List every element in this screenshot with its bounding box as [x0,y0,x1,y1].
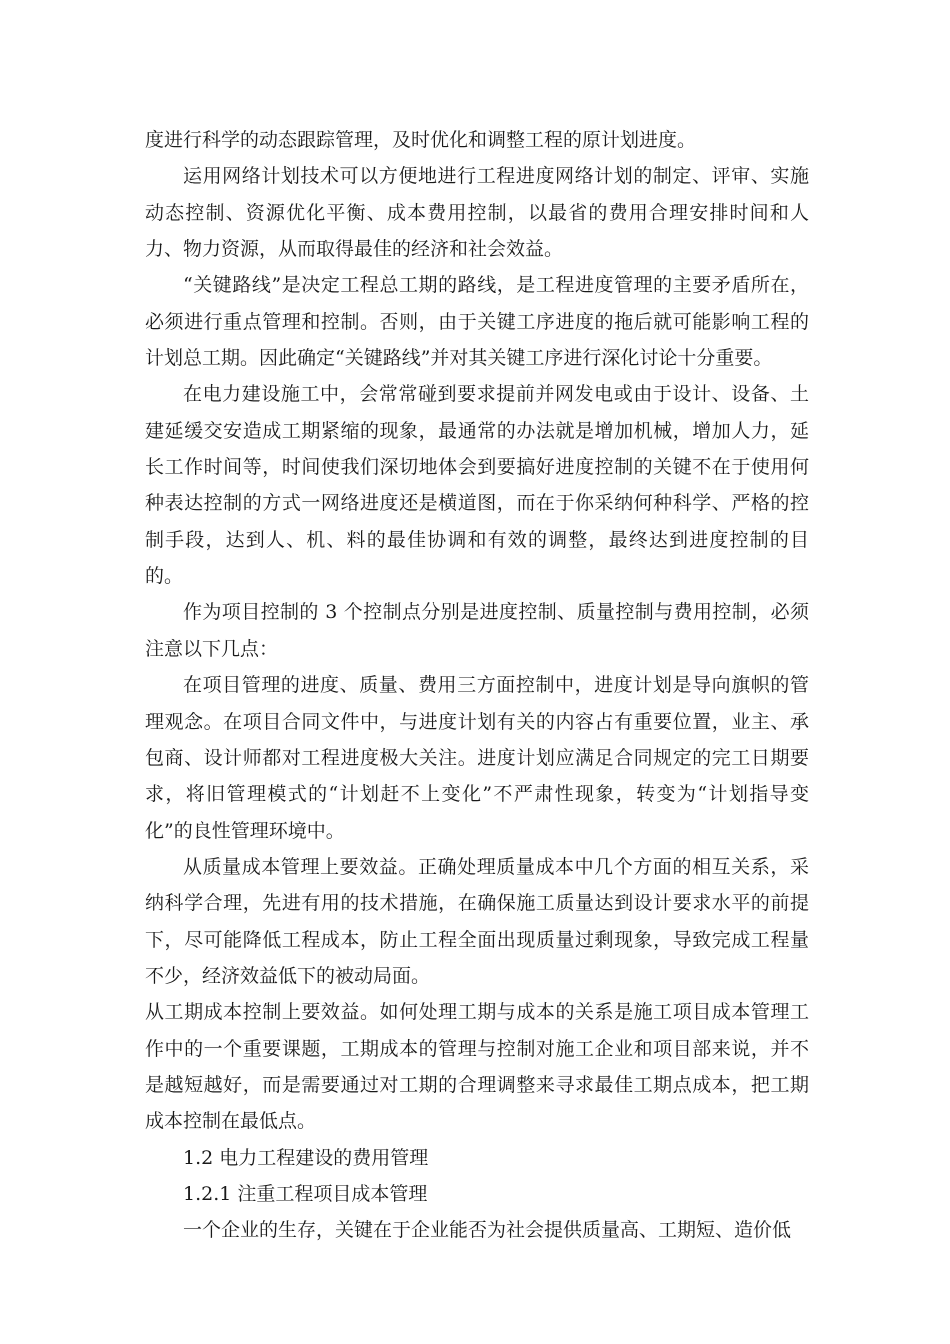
paragraph-power-construction: 在电力建设施工中，会常常碰到要求提前并网发电或由于设计、设备、土建延缓交安造成工期紧缩的现象，最通常的办法就是增加机械，增加人力，延长工作时间等，时间使我们深切地体会到要搞好进度控制的关键不在于使用何种表达控制的方式一网络进度还是横道图，而在于你采纳何种科学、严格的控制手段，达到人、机、料的最佳协调和有效的调整，最终达到进度控制的目的。 [145,383,809,588]
paragraph-network-planning: 运用网络计划技术可以方便地进行工程进度网络计划的制定、评审、实施动态控制、资源优化平衡、成本费用控制，以最省的费用合理安排时间和人力、物力资源，从而取得最佳的经济和社会效益。 [145,165,809,261]
paragraph-enterprise-survival: 一个企业的生存，关键在于企业能否为社会提供质量高、工期短、造价低 [183,1219,792,1242]
paragraph-schedule-plan: 在项目管理的进度、质量、费用三方面控制中，进度计划是导向旗帜的管理观念。在项目合同文件中，与进度计划有关的内容占有重要位置，业主、承包商、设计师都对工程进度极大关注。进度计划应满足合同规定的完工日期要求，将旧管理模式的“计划赶不上变化”不严肃性现象，转变为“计划指导变化”的良性管理环境中。 [145,674,809,842]
paragraph-control-points: 作为项目控制的 3 个控制点分别是进度控制、质量控制与费用控制，必须注意以下几点： [145,601,809,660]
paragraph-schedule-cost: 从工期成本控制上要效益。如何处理工期与成本的关系是施工项目成本管理工作中的一个重要课题，工期成本的管理与控制对施工企业和项目部来说，并不是越短越好，而是需要通过对工期的合理调整来寻求最佳工期点成本，把工期成本控制在最低点。 [145,1001,809,1133]
section-heading-1-2: 1.2 电力工程建设的费用管理 [183,1146,429,1169]
section-heading-1-2-1: 1.2.1 注重工程项目成本管理 [183,1182,428,1205]
paragraph-critical-path: “关键路线”是决定工程总工期的路线，是工程进度管理的主要矛盾所在，必须进行重点管理和控制。否则，由于关键工序进度的拖后就可能影响工程的计划总工期。因此确定“关键路线”并对其关键工序进行深化讨论十分重要。 [145,274,809,370]
paragraph-quality-cost: 从质量成本管理上要效益。正确处理质量成本中几个方面的相互关系，采纳科学合理，先进有用的技术措施，在确保施工质量达到设计要求水平的前提下，尽可能降低工程成本，防止工程全面出现质量过剩现象，导致完成工程量不少，经济效益低下的被动局面。 [145,855,809,987]
paragraph-continuation: 度进行科学的动态跟踪管理，及时优化和调整工程的原计划进度。 [145,129,697,151]
document-body [145,122,809,1249]
